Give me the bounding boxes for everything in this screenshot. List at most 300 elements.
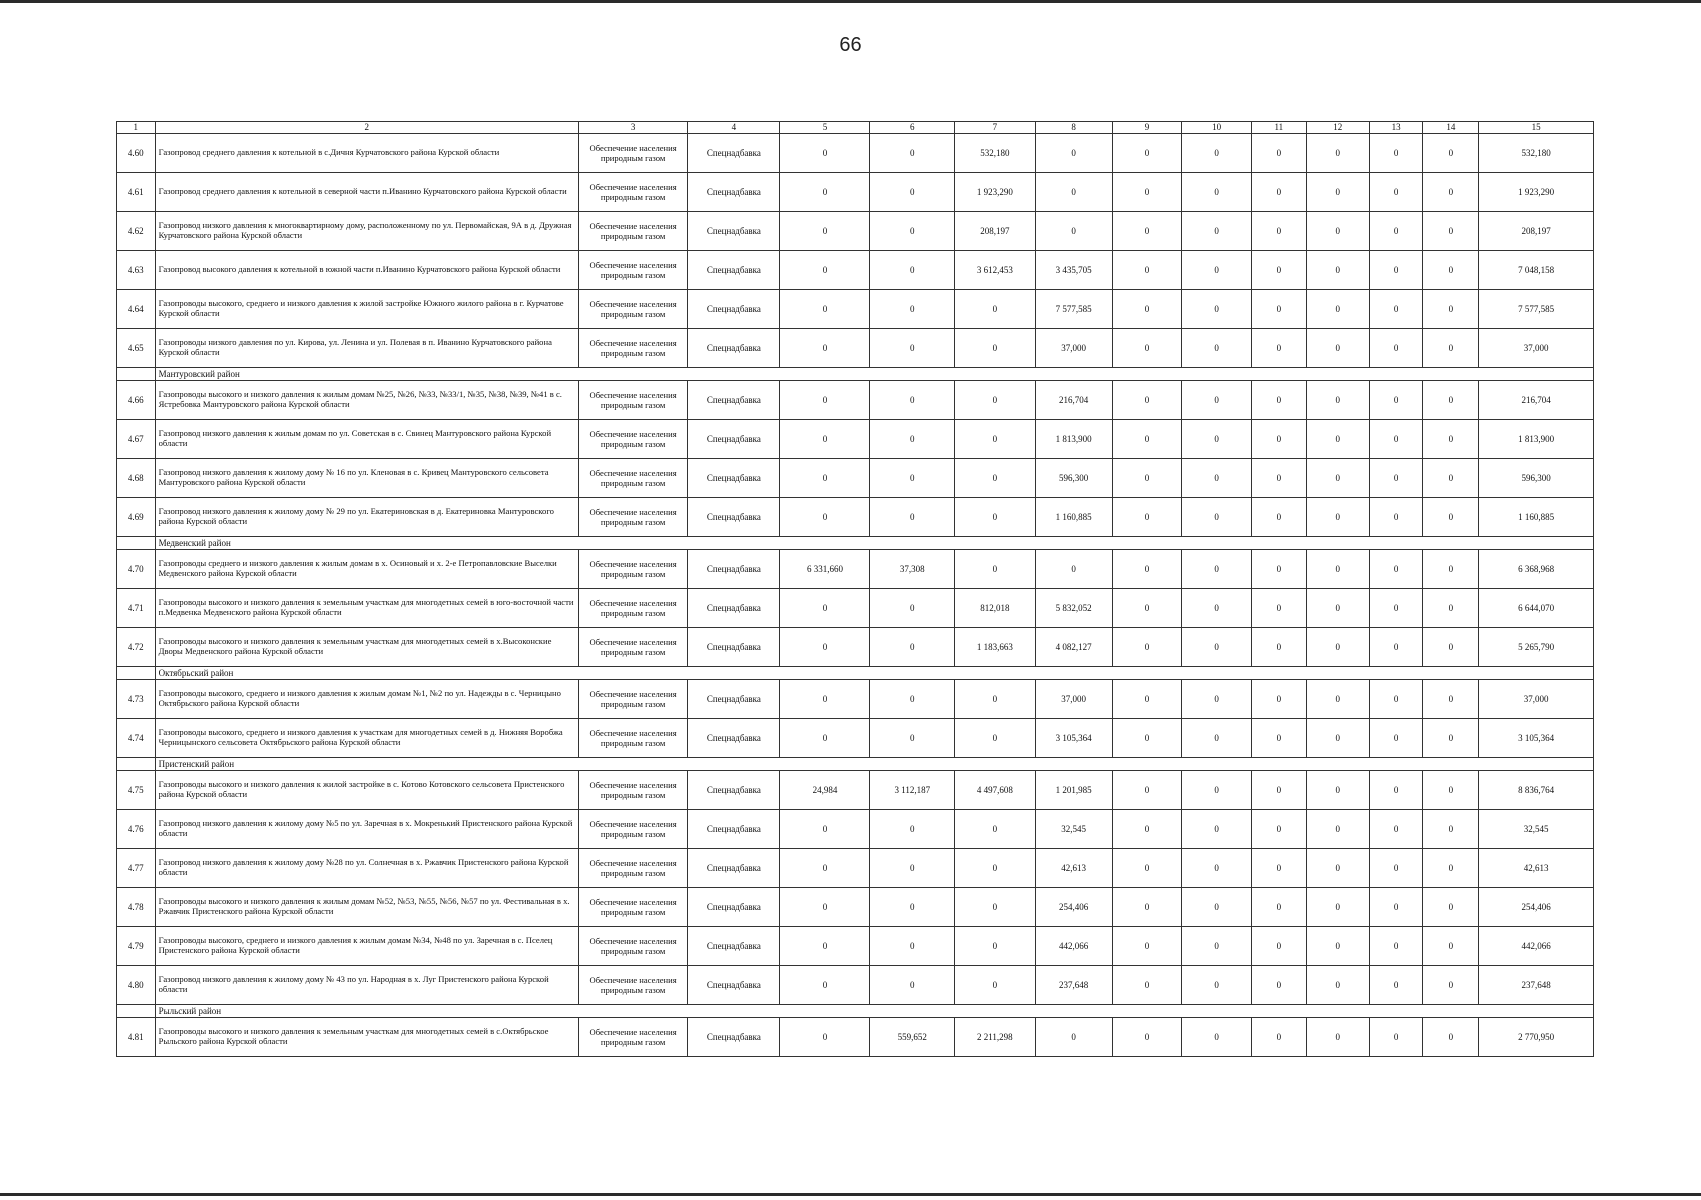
value-cell-col-11: 0 xyxy=(1252,771,1307,810)
value-cell-col-13: 0 xyxy=(1369,927,1423,966)
section-label: Рыльский район xyxy=(155,1005,1593,1018)
value-cell-col-7: 0 xyxy=(955,329,1035,368)
value-cell-col-10: 0 xyxy=(1182,888,1252,927)
row-number: 4.65 xyxy=(117,329,156,368)
value-cell-col-8: 42,613 xyxy=(1035,849,1112,888)
value-cell-col-5: 0 xyxy=(780,251,870,290)
value-cell-col-14: 0 xyxy=(1423,173,1479,212)
total-value-cell: 442,066 xyxy=(1479,927,1594,966)
value-cell-col-8: 37,000 xyxy=(1035,680,1112,719)
value-cell-col-8: 237,648 xyxy=(1035,966,1112,1005)
row-number: 4.66 xyxy=(117,381,156,420)
value-cell-col-13: 0 xyxy=(1369,329,1423,368)
value-cell-col-7: 0 xyxy=(955,290,1035,329)
value-cell-col-12: 0 xyxy=(1306,251,1369,290)
value-cell-col-7: 3 612,453 xyxy=(955,251,1035,290)
table-row xyxy=(117,212,1594,251)
object-name: Газопроводы высокого, среднего и низкого давления к жилым домам №34, №48 по ул. Заречная в с. Пселец Пристенского района Курской области xyxy=(155,927,578,966)
table-body xyxy=(117,134,1594,1057)
purpose-cell: Обеспечение населения природным газом xyxy=(578,329,687,368)
purpose-cell: Обеспечение населения природным газом xyxy=(578,550,687,589)
value-cell-col-8: 7 577,585 xyxy=(1035,290,1112,329)
funding-source-cell: Спецнадбавка xyxy=(688,680,780,719)
object-name: Газопроводы низкого давления по ул. Кирова, ул. Ленина и ул. Полевая в п. Иванино Курчатовского района Курской области xyxy=(155,329,578,368)
value-cell-col-9: 0 xyxy=(1112,459,1182,498)
total-value-cell: 1 160,885 xyxy=(1479,498,1594,537)
value-cell-col-7: 208,197 xyxy=(955,212,1035,251)
value-cell-col-6: 0 xyxy=(870,589,955,628)
row-number: 4.77 xyxy=(117,849,156,888)
table-row xyxy=(117,771,1594,810)
row-number: 4.61 xyxy=(117,173,156,212)
scan-edge-top xyxy=(0,0,1701,3)
value-cell-col-5: 0 xyxy=(780,589,870,628)
funding-source-cell: Спецнадбавка xyxy=(688,381,780,420)
value-cell-col-5: 0 xyxy=(780,329,870,368)
table-row xyxy=(117,589,1594,628)
value-cell-col-5: 0 xyxy=(780,849,870,888)
value-cell-col-6: 0 xyxy=(870,420,955,459)
section-number-cell xyxy=(117,1005,156,1018)
value-cell-col-5: 0 xyxy=(780,719,870,758)
column-header-7: 7 xyxy=(955,122,1035,134)
value-cell-col-5: 0 xyxy=(780,1018,870,1057)
object-name: Газопроводы высокого и низкого давления к жилой застройке в с. Котово Котовского сельсовета Пристенского района Курской области xyxy=(155,771,578,810)
purpose-cell: Обеспечение населения природным газом xyxy=(578,459,687,498)
value-cell-col-11: 0 xyxy=(1252,719,1307,758)
value-cell-col-8: 0 xyxy=(1035,134,1112,173)
value-cell-col-10: 0 xyxy=(1182,381,1252,420)
investment-program-table xyxy=(116,121,1594,1057)
value-cell-col-14: 0 xyxy=(1423,771,1479,810)
value-cell-col-10: 0 xyxy=(1182,329,1252,368)
value-cell-col-6: 0 xyxy=(870,212,955,251)
value-cell-col-12: 0 xyxy=(1306,680,1369,719)
purpose-cell: Обеспечение населения природным газом xyxy=(578,251,687,290)
row-number: 4.80 xyxy=(117,966,156,1005)
value-cell-col-8: 596,300 xyxy=(1035,459,1112,498)
purpose-cell: Обеспечение населения природным газом xyxy=(578,134,687,173)
value-cell-col-6: 0 xyxy=(870,134,955,173)
object-name: Газопровод низкого давления к многоквартирному дому, расположенному по ул. Первомайская, 9А в д. Дружная Курчатовского района Курской области xyxy=(155,212,578,251)
section-number-cell xyxy=(117,368,156,381)
value-cell-col-13: 0 xyxy=(1369,771,1423,810)
purpose-cell: Обеспечение населения природным газом xyxy=(578,810,687,849)
value-cell-col-13: 0 xyxy=(1369,589,1423,628)
value-cell-col-5: 24,984 xyxy=(780,771,870,810)
value-cell-col-14: 0 xyxy=(1423,589,1479,628)
value-cell-col-13: 0 xyxy=(1369,810,1423,849)
column-header-11: 11 xyxy=(1252,122,1307,134)
value-cell-col-11: 0 xyxy=(1252,381,1307,420)
total-value-cell: 42,613 xyxy=(1479,849,1594,888)
table-row xyxy=(117,719,1594,758)
value-cell-col-10: 0 xyxy=(1182,966,1252,1005)
purpose-cell: Обеспечение населения природным газом xyxy=(578,966,687,1005)
object-name: Газопровод среднего давления к котельной в с.Дичня Курчатовского района Курской области xyxy=(155,134,578,173)
value-cell-col-7: 0 xyxy=(955,927,1035,966)
value-cell-col-14: 0 xyxy=(1423,628,1479,667)
value-cell-col-13: 0 xyxy=(1369,420,1423,459)
funding-source-cell: Спецнадбавка xyxy=(688,420,780,459)
funding-source-cell: Спецнадбавка xyxy=(688,589,780,628)
value-cell-col-10: 0 xyxy=(1182,290,1252,329)
column-number-header-row xyxy=(117,122,1594,134)
value-cell-col-11: 0 xyxy=(1252,173,1307,212)
value-cell-col-9: 0 xyxy=(1112,420,1182,459)
value-cell-col-5: 0 xyxy=(780,680,870,719)
value-cell-col-14: 0 xyxy=(1423,550,1479,589)
value-cell-col-8: 4 082,127 xyxy=(1035,628,1112,667)
value-cell-col-14: 0 xyxy=(1423,381,1479,420)
value-cell-col-11: 0 xyxy=(1252,550,1307,589)
value-cell-col-6: 0 xyxy=(870,628,955,667)
value-cell-col-5: 0 xyxy=(780,381,870,420)
funding-source-cell: Спецнадбавка xyxy=(688,628,780,667)
scan-edge-bottom xyxy=(0,1193,1701,1196)
value-cell-col-10: 0 xyxy=(1182,459,1252,498)
value-cell-col-13: 0 xyxy=(1369,173,1423,212)
value-cell-col-14: 0 xyxy=(1423,1018,1479,1057)
row-number: 4.60 xyxy=(117,134,156,173)
funding-source-cell: Спецнадбавка xyxy=(688,550,780,589)
object-name: Газопроводы высокого и низкого давления к земельным участкам для многодетных семей в с.Октябрьское Рыльского района Курской области xyxy=(155,1018,578,1057)
value-cell-col-13: 0 xyxy=(1369,628,1423,667)
value-cell-col-11: 0 xyxy=(1252,628,1307,667)
value-cell-col-5: 0 xyxy=(780,420,870,459)
row-number: 4.72 xyxy=(117,628,156,667)
total-value-cell: 1 923,290 xyxy=(1479,173,1594,212)
value-cell-col-8: 0 xyxy=(1035,1018,1112,1057)
value-cell-col-9: 0 xyxy=(1112,966,1182,1005)
value-cell-col-11: 0 xyxy=(1252,290,1307,329)
total-value-cell: 7 577,585 xyxy=(1479,290,1594,329)
total-value-cell: 32,545 xyxy=(1479,810,1594,849)
funding-source-cell: Спецнадбавка xyxy=(688,888,780,927)
section-row xyxy=(117,758,1594,771)
value-cell-col-6: 0 xyxy=(870,719,955,758)
column-header-9: 9 xyxy=(1112,122,1182,134)
value-cell-col-11: 0 xyxy=(1252,966,1307,1005)
table-row xyxy=(117,290,1594,329)
value-cell-col-9: 0 xyxy=(1112,550,1182,589)
total-value-cell: 37,000 xyxy=(1479,329,1594,368)
value-cell-col-12: 0 xyxy=(1306,381,1369,420)
section-row xyxy=(117,537,1594,550)
value-cell-col-12: 0 xyxy=(1306,290,1369,329)
value-cell-col-10: 0 xyxy=(1182,173,1252,212)
row-number: 4.81 xyxy=(117,1018,156,1057)
value-cell-col-6: 0 xyxy=(870,680,955,719)
value-cell-col-9: 0 xyxy=(1112,290,1182,329)
value-cell-col-6: 0 xyxy=(870,290,955,329)
table-row xyxy=(117,420,1594,459)
table-row xyxy=(117,329,1594,368)
total-value-cell: 216,704 xyxy=(1479,381,1594,420)
value-cell-col-13: 0 xyxy=(1369,134,1423,173)
value-cell-col-11: 0 xyxy=(1252,849,1307,888)
section-label: Октябрьский район xyxy=(155,667,1593,680)
row-number: 4.78 xyxy=(117,888,156,927)
value-cell-col-8: 3 105,364 xyxy=(1035,719,1112,758)
value-cell-col-12: 0 xyxy=(1306,329,1369,368)
value-cell-col-5: 0 xyxy=(780,628,870,667)
value-cell-col-6: 0 xyxy=(870,966,955,1005)
value-cell-col-10: 0 xyxy=(1182,589,1252,628)
value-cell-col-12: 0 xyxy=(1306,849,1369,888)
funding-source-cell: Спецнадбавка xyxy=(688,251,780,290)
table-row xyxy=(117,459,1594,498)
column-header-14: 14 xyxy=(1423,122,1479,134)
object-name: Газопровод низкого давления к жилому дому № 43 по ул. Народная в х. Луг Пристенского района Курской области xyxy=(155,966,578,1005)
column-header-12: 12 xyxy=(1306,122,1369,134)
object-name: Газопроводы высокого и низкого давления к земельным участкам для многодетных семей в юго-восточной части п.Медвенка Медвенского района Курской области xyxy=(155,589,578,628)
value-cell-col-12: 0 xyxy=(1306,134,1369,173)
object-name: Газопровод низкого давления к жилому дому № 29 по ул. Екатериновская в д. Екатериновка Мантуровского района Курской области xyxy=(155,498,578,537)
value-cell-col-7: 812,018 xyxy=(955,589,1035,628)
value-cell-col-6: 0 xyxy=(870,888,955,927)
value-cell-col-7: 0 xyxy=(955,420,1035,459)
value-cell-col-5: 0 xyxy=(780,212,870,251)
value-cell-col-12: 0 xyxy=(1306,927,1369,966)
value-cell-col-6: 0 xyxy=(870,927,955,966)
value-cell-col-7: 532,180 xyxy=(955,134,1035,173)
value-cell-col-13: 0 xyxy=(1369,212,1423,251)
value-cell-col-5: 0 xyxy=(780,927,870,966)
value-cell-col-11: 0 xyxy=(1252,134,1307,173)
value-cell-col-9: 0 xyxy=(1112,589,1182,628)
object-name: Газопровод высокого давления к котельной в южной части п.Иванино Курчатовского района Курской области xyxy=(155,251,578,290)
value-cell-col-10: 0 xyxy=(1182,849,1252,888)
value-cell-col-8: 32,545 xyxy=(1035,810,1112,849)
total-value-cell: 254,406 xyxy=(1479,888,1594,927)
value-cell-col-11: 0 xyxy=(1252,459,1307,498)
value-cell-col-8: 0 xyxy=(1035,212,1112,251)
value-cell-col-5: 0 xyxy=(780,888,870,927)
object-name: Газопроводы среднего и низкого давления к жилым домам в х. Осиновый и х. 2-е Петропавловские Выселки Медвенского района Курской области xyxy=(155,550,578,589)
value-cell-col-5: 0 xyxy=(780,498,870,537)
purpose-cell: Обеспечение населения природным газом xyxy=(578,719,687,758)
value-cell-col-8: 254,406 xyxy=(1035,888,1112,927)
funding-source-cell: Спецнадбавка xyxy=(688,212,780,251)
row-number: 4.75 xyxy=(117,771,156,810)
column-header-15: 15 xyxy=(1479,122,1594,134)
value-cell-col-8: 216,704 xyxy=(1035,381,1112,420)
table-row xyxy=(117,550,1594,589)
value-cell-col-10: 0 xyxy=(1182,680,1252,719)
funding-source-cell: Спецнадбавка xyxy=(688,1018,780,1057)
funding-source-cell: Спецнадбавка xyxy=(688,498,780,537)
value-cell-col-9: 0 xyxy=(1112,888,1182,927)
column-header-3: 3 xyxy=(578,122,687,134)
value-cell-col-14: 0 xyxy=(1423,680,1479,719)
value-cell-col-7: 0 xyxy=(955,381,1035,420)
value-cell-col-12: 0 xyxy=(1306,550,1369,589)
column-header-8: 8 xyxy=(1035,122,1112,134)
value-cell-col-12: 0 xyxy=(1306,966,1369,1005)
value-cell-col-14: 0 xyxy=(1423,251,1479,290)
purpose-cell: Обеспечение населения природным газом xyxy=(578,771,687,810)
purpose-cell: Обеспечение населения природным газом xyxy=(578,1018,687,1057)
table-row xyxy=(117,628,1594,667)
section-row xyxy=(117,667,1594,680)
row-number: 4.71 xyxy=(117,589,156,628)
value-cell-col-14: 0 xyxy=(1423,212,1479,251)
table-row xyxy=(117,927,1594,966)
table-row xyxy=(117,849,1594,888)
value-cell-col-9: 0 xyxy=(1112,212,1182,251)
value-cell-col-7: 0 xyxy=(955,966,1035,1005)
value-cell-col-8: 37,000 xyxy=(1035,329,1112,368)
value-cell-col-7: 1 183,663 xyxy=(955,628,1035,667)
value-cell-col-11: 0 xyxy=(1252,212,1307,251)
funding-source-cell: Спецнадбавка xyxy=(688,810,780,849)
row-number: 4.67 xyxy=(117,420,156,459)
total-value-cell: 2 770,950 xyxy=(1479,1018,1594,1057)
column-header-4: 4 xyxy=(688,122,780,134)
value-cell-col-10: 0 xyxy=(1182,1018,1252,1057)
value-cell-col-14: 0 xyxy=(1423,927,1479,966)
purpose-cell: Обеспечение населения природным газом xyxy=(578,381,687,420)
funding-source-cell: Спецнадбавка xyxy=(688,134,780,173)
value-cell-col-9: 0 xyxy=(1112,329,1182,368)
value-cell-col-9: 0 xyxy=(1112,381,1182,420)
object-name: Газопровод низкого давления к жилым домам по ул. Советская в с. Свинец Мантуровского района Курской области xyxy=(155,420,578,459)
value-cell-col-5: 0 xyxy=(780,134,870,173)
total-value-cell: 6 644,070 xyxy=(1479,589,1594,628)
page-number: 66 xyxy=(839,34,862,56)
row-number: 4.73 xyxy=(117,680,156,719)
value-cell-col-5: 0 xyxy=(780,173,870,212)
value-cell-col-14: 0 xyxy=(1423,966,1479,1005)
value-cell-col-8: 0 xyxy=(1035,550,1112,589)
value-cell-col-13: 0 xyxy=(1369,459,1423,498)
value-cell-col-9: 0 xyxy=(1112,719,1182,758)
value-cell-col-10: 0 xyxy=(1182,212,1252,251)
funding-source-cell: Спецнадбавка xyxy=(688,459,780,498)
table-row xyxy=(117,251,1594,290)
value-cell-col-11: 0 xyxy=(1252,810,1307,849)
row-number: 4.64 xyxy=(117,290,156,329)
section-number-cell xyxy=(117,758,156,771)
value-cell-col-7: 0 xyxy=(955,810,1035,849)
funding-source-cell: Спецнадбавка xyxy=(688,927,780,966)
value-cell-col-6: 37,308 xyxy=(870,550,955,589)
value-cell-col-9: 0 xyxy=(1112,810,1182,849)
value-cell-col-10: 0 xyxy=(1182,628,1252,667)
value-cell-col-5: 0 xyxy=(780,810,870,849)
purpose-cell: Обеспечение населения природным газом xyxy=(578,589,687,628)
value-cell-col-8: 1 160,885 xyxy=(1035,498,1112,537)
value-cell-col-6: 559,652 xyxy=(870,1018,955,1057)
table-row xyxy=(117,888,1594,927)
value-cell-col-11: 0 xyxy=(1252,589,1307,628)
row-number: 4.63 xyxy=(117,251,156,290)
funding-source-cell: Спецнадбавка xyxy=(688,849,780,888)
section-label: Мантуровский район xyxy=(155,368,1593,381)
purpose-cell: Обеспечение населения природным газом xyxy=(578,680,687,719)
total-value-cell: 596,300 xyxy=(1479,459,1594,498)
value-cell-col-10: 0 xyxy=(1182,771,1252,810)
object-name: Газопроводы высокого и низкого давления к жилым домам №52, №53, №55, №56, №57 по ул. Фестивальная в х. Ржавчик Пристенского района Курской области xyxy=(155,888,578,927)
object-name: Газопровод низкого давления к жилому дому № 16 по ул. Кленовая в с. Кривец Мантуровского сельсовета Мантуровского района Курской области xyxy=(155,459,578,498)
value-cell-col-6: 0 xyxy=(870,329,955,368)
value-cell-col-8: 1 201,985 xyxy=(1035,771,1112,810)
value-cell-col-11: 0 xyxy=(1252,498,1307,537)
value-cell-col-10: 0 xyxy=(1182,420,1252,459)
value-cell-col-12: 0 xyxy=(1306,459,1369,498)
value-cell-col-9: 0 xyxy=(1112,251,1182,290)
row-number: 4.68 xyxy=(117,459,156,498)
value-cell-col-9: 0 xyxy=(1112,134,1182,173)
purpose-cell: Обеспечение населения природным газом xyxy=(578,849,687,888)
table-row xyxy=(117,810,1594,849)
object-name: Газопровод низкого давления к жилому дому №5 по ул. Заречная в х. Мокренький Пристенского района Курской области xyxy=(155,810,578,849)
value-cell-col-14: 0 xyxy=(1423,459,1479,498)
funding-source-cell: Спецнадбавка xyxy=(688,173,780,212)
value-cell-col-7: 0 xyxy=(955,849,1035,888)
value-cell-col-11: 0 xyxy=(1252,329,1307,368)
value-cell-col-10: 0 xyxy=(1182,550,1252,589)
row-number: 4.69 xyxy=(117,498,156,537)
funding-source-cell: Спецнадбавка xyxy=(688,329,780,368)
value-cell-col-9: 0 xyxy=(1112,849,1182,888)
funding-source-cell: Спецнадбавка xyxy=(688,719,780,758)
value-cell-col-11: 0 xyxy=(1252,888,1307,927)
value-cell-col-7: 2 211,298 xyxy=(955,1018,1035,1057)
value-cell-col-6: 0 xyxy=(870,459,955,498)
value-cell-col-13: 0 xyxy=(1369,1018,1423,1057)
value-cell-col-14: 0 xyxy=(1423,810,1479,849)
value-cell-col-8: 1 813,900 xyxy=(1035,420,1112,459)
value-cell-col-9: 0 xyxy=(1112,927,1182,966)
value-cell-col-9: 0 xyxy=(1112,1018,1182,1057)
value-cell-col-5: 0 xyxy=(780,459,870,498)
total-value-cell: 8 836,764 xyxy=(1479,771,1594,810)
value-cell-col-14: 0 xyxy=(1423,498,1479,537)
value-cell-col-14: 0 xyxy=(1423,134,1479,173)
value-cell-col-6: 3 112,187 xyxy=(870,771,955,810)
value-cell-col-7: 0 xyxy=(955,680,1035,719)
value-cell-col-7: 0 xyxy=(955,498,1035,537)
value-cell-col-13: 0 xyxy=(1369,888,1423,927)
value-cell-col-8: 442,066 xyxy=(1035,927,1112,966)
value-cell-col-7: 0 xyxy=(955,888,1035,927)
value-cell-col-6: 0 xyxy=(870,810,955,849)
value-cell-col-13: 0 xyxy=(1369,498,1423,537)
value-cell-col-8: 5 832,052 xyxy=(1035,589,1112,628)
value-cell-col-13: 0 xyxy=(1369,550,1423,589)
value-cell-col-7: 1 923,290 xyxy=(955,173,1035,212)
purpose-cell: Обеспечение населения природным газом xyxy=(578,498,687,537)
object-name: Газопровод низкого давления к жилому дому №28 по ул. Солнечная в х. Ржавчик Пристенского района Курской области xyxy=(155,849,578,888)
funding-source-cell: Спецнадбавка xyxy=(688,290,780,329)
value-cell-col-14: 0 xyxy=(1423,888,1479,927)
total-value-cell: 208,197 xyxy=(1479,212,1594,251)
value-cell-col-11: 0 xyxy=(1252,927,1307,966)
object-name: Газопроводы высокого, среднего и низкого давления к жилым домам №1, №2 по ул. Надежды в с. Черницыно Октябрьского района Курской области xyxy=(155,680,578,719)
section-row xyxy=(117,1005,1594,1018)
value-cell-col-13: 0 xyxy=(1369,680,1423,719)
total-value-cell: 6 368,968 xyxy=(1479,550,1594,589)
value-cell-col-10: 0 xyxy=(1182,719,1252,758)
table-row xyxy=(117,1018,1594,1057)
funding-source-cell: Спецнадбавка xyxy=(688,966,780,1005)
object-name: Газопроводы высокого и низкого давления к земельным участкам для многодетных семей в х.Высоконские Дворы Медвенского района Курской области xyxy=(155,628,578,667)
value-cell-col-7: 0 xyxy=(955,719,1035,758)
value-cell-col-13: 0 xyxy=(1369,290,1423,329)
table-row xyxy=(117,966,1594,1005)
